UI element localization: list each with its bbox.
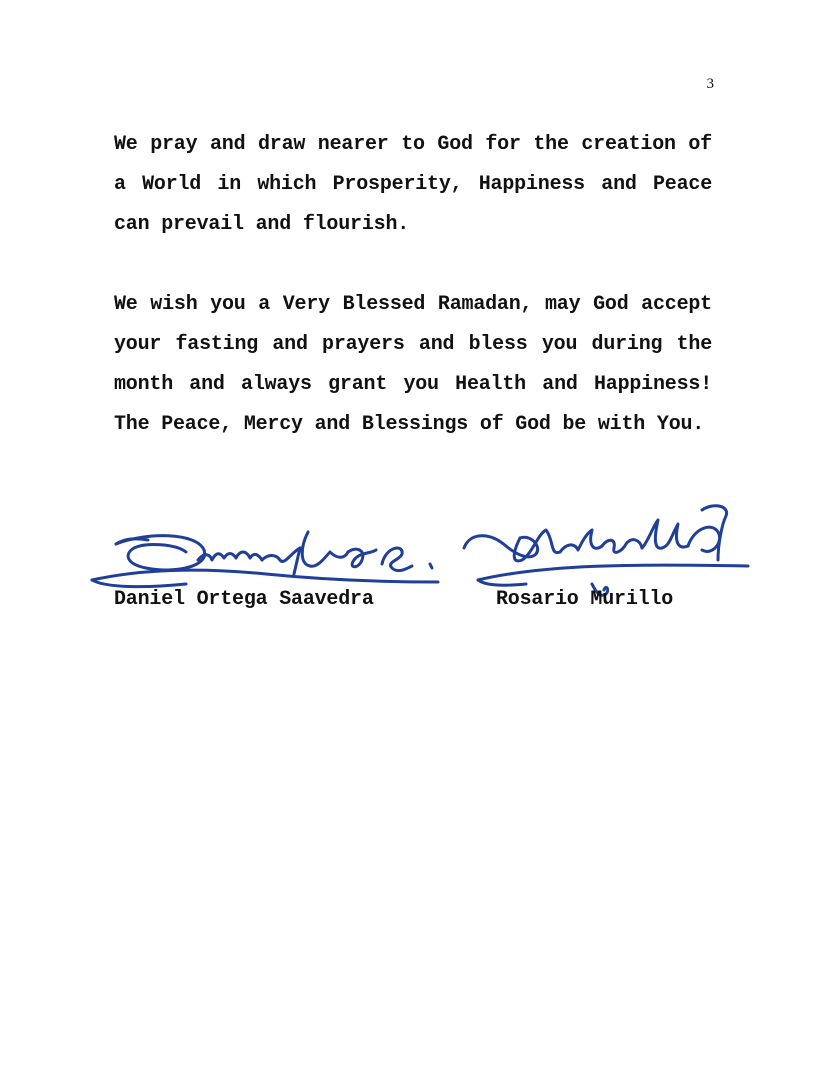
letter-paragraph: We pray and draw nearer to God for the creation of a World in which Prosperity, Happiness and Peace can prevail and flourish. xyxy=(114,133,712,236)
page-number: 3 xyxy=(706,76,714,92)
signer-name: Rosario Murillo xyxy=(496,588,674,611)
signature-daniel-ortega xyxy=(86,508,446,598)
letter-paragraph: We wish you a Very Blessed Ramadan, may God accept your fasting and prayers and bless you during the month and always grant you Health and Happiness! The Peace, Mercy and Blessings of God be with You. xyxy=(114,293,712,436)
signer-name: Daniel Ortega Saavedra xyxy=(114,588,374,611)
